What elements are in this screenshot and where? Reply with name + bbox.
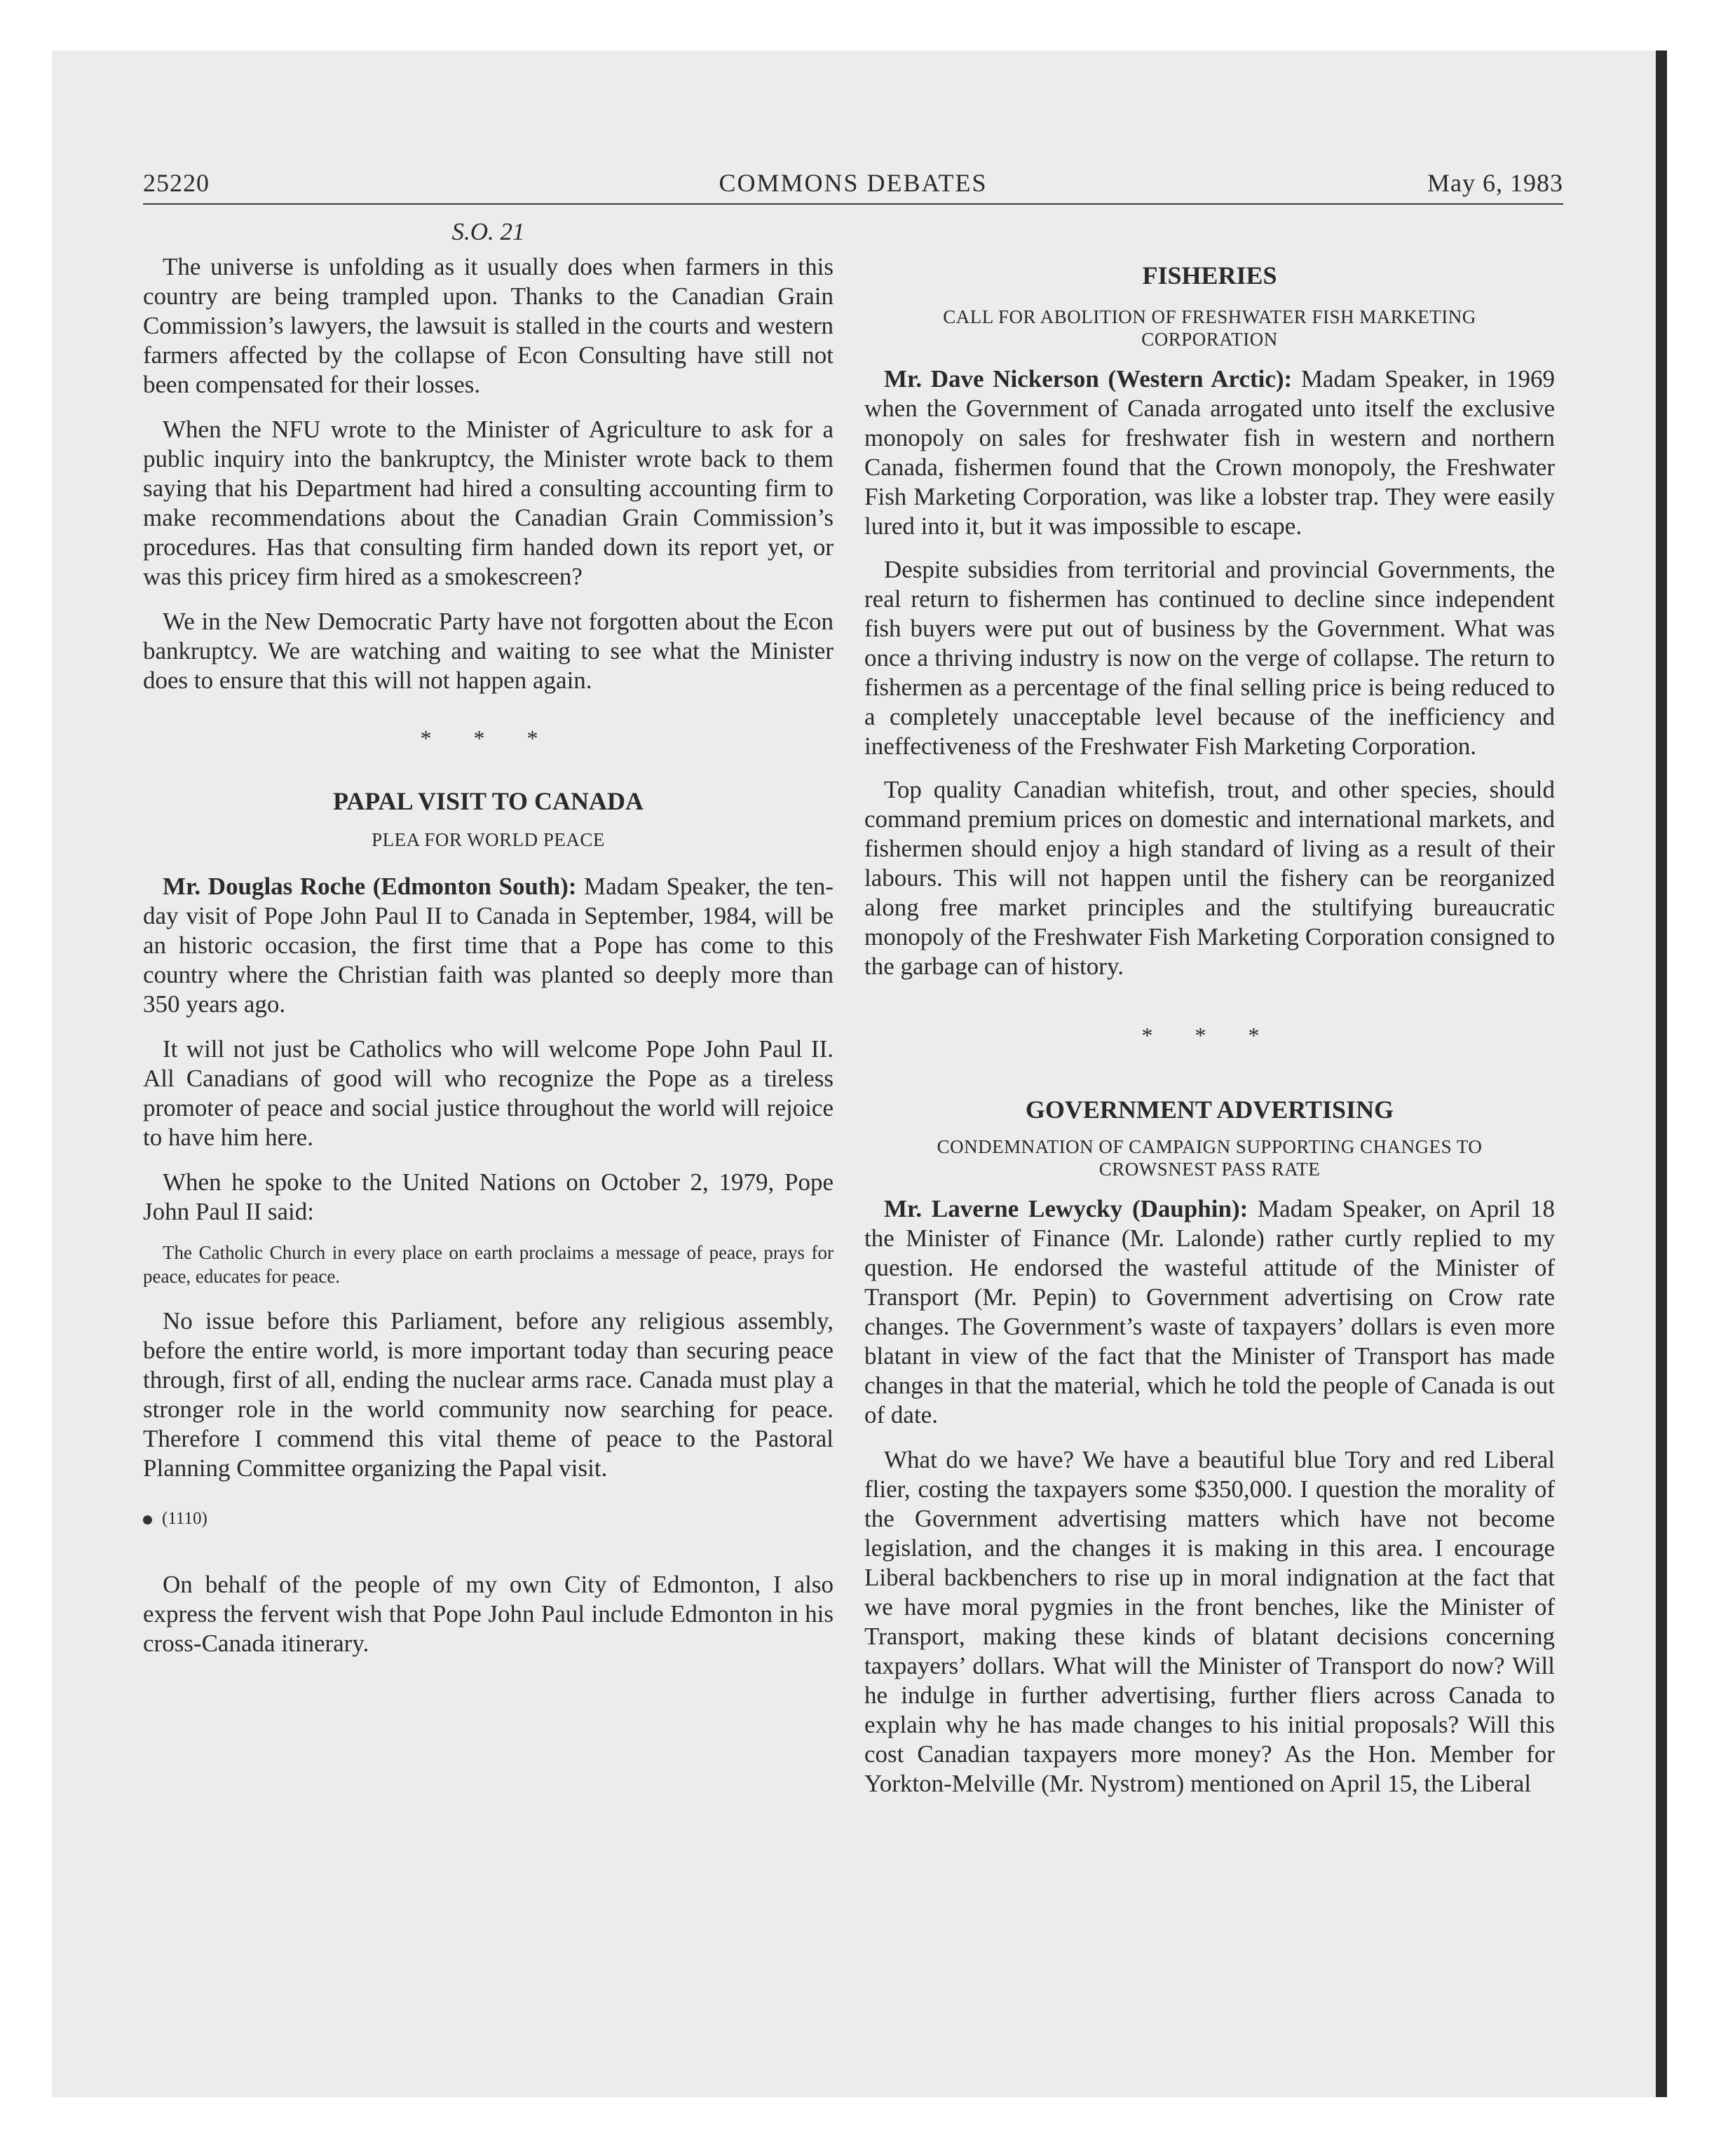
page-header [143, 168, 1563, 199]
speech-text: Madam Speaker, in 1969 when the Government of Canada arrogated unto itself the exclusive monopoly on sales for freshwater fish in western and northern Canada, fishermen found that the Crown monopoly, the Freshwater Fish Marketing Corporation, was like a lobster trap. They were easily lured into it, but it was impossible to escape. [864, 365, 1555, 540]
paragraph: When the NFU wrote to the Minister of Agriculture to ask for a public inquiry into the bankruptcy, the Minister wrote back to them saying that his Department had hired a consulting accounting firm to make recommendations about the Canadian Grain Commission’s procedures. Has that consulting firm handed down its report yet, or was this pricey firm hired as a smokescreen? [143, 416, 834, 590]
block-quote: The Catholic Church in every place on earth proclaims a message of peace, prays for peace, educates for peace. [143, 1242, 834, 1287]
section-subtitle: CALL FOR ABOLITION OF FRESHWATER FISH MARKETING CORPORATION [943, 306, 1476, 350]
paragraph: Top quality Canadian whitefish, trout, and other species, should command premium prices on domestic and international markets, and fishermen should enjoy a high standard of living as a result of their labours. This will not happen until the fishery can be reorganized along free market principles and the stultifying bureaucratic monopoly of the Freshwater Fish Marketing Corporation consigned to the garbage can of history. [864, 776, 1555, 980]
header-rule [143, 203, 1563, 205]
scan-edge-shadow [1656, 50, 1667, 2097]
right-column [864, 217, 1555, 1799]
section-separator: * * * [1141, 1023, 1278, 1048]
left-column [143, 217, 834, 1658]
paragraph: No issue before this Parliament, before any religious assembly, before the entire world, is more important today than securing peace through, first of all, ending the nuclear arms race. Canada must play a stronger role in the world community now searching for peace. Therefore I commend this vital theme of peace to the Pastoral Planning Committee organizing the Papal visit. [143, 1307, 834, 1482]
paragraph: The universe is unfolding as it usually does when farmers in this country are being trampled upon. Thanks to the Canadian Grain Commission’s lawyers, the lawsuit is stalled in the courts and western farmers affected by the collapse of Econ Consulting have still not been compensated for their losses. [143, 253, 834, 398]
speaker-name: Mr. Dave Nickerson (Western Arctic): [884, 365, 1293, 393]
section-title: FISHERIES [1142, 261, 1277, 289]
publication-date: May 6, 1983 [1427, 169, 1563, 197]
section-title: PAPAL VISIT TO CANADA [332, 787, 644, 815]
paragraph: On behalf of the people of my own City of Edmonton, I also express the fervent wish that Pope John Paul include Edmonton in his cross-Canada itinerary. [143, 1571, 834, 1657]
speech-paragraph [864, 364, 1555, 541]
paragraph: We in the New Democratic Party have not forgotten about the Econ bankruptcy. We are watching and waiting to see what the Minister does to ensure that this will not happen again. [143, 608, 834, 694]
section-subtitle: PLEA FOR WORLD PEACE [372, 829, 605, 850]
section-subtitle: CONDEMNATION OF CAMPAIGN SUPPORTING CHANGES TO CROWSNEST PASS RATE [937, 1136, 1483, 1180]
speech-paragraph [864, 1194, 1555, 1430]
paragraph: What do we have? We have a beautiful blue Tory and red Liberal flier, costing the taxpayers some $350,000. I question the morality of the Government advertising matters which have not become legislation, and the changes it is making in this area. I encourage Liberal backbenchers to rise up in moral indignation at the fact that we have moral pygmies in the front benches, like the Minister of Transport, making these kinds of blatant decisions concerning taxpayers’ dollars. What will the Minister of Transport do now? Will he indulge in further advertising, further fliers across Canada to explain why he has made changes to his initial proposals? Will this cost Canadian taxpayers more money? As the Hon. Member for Yorkton-Melville (Mr. Nystrom) mentioned on April 15, the Liberal [864, 1446, 1555, 1797]
paragraph: It will not just be Catholics who will welcome Pope John Paul II. All Canadians of good will who recognize the Pope as a tireless promoter of peace and social justice throughout the world will rejoice to have him here. [143, 1035, 834, 1151]
speaker-name: Mr. Douglas Roche (Edmonton South): [163, 873, 577, 900]
bullet-icon [143, 1515, 152, 1524]
time-marker-text: (1110) [162, 1509, 207, 1528]
page-number: 25220 [143, 169, 210, 197]
speaker-name: Mr. Laverne Lewycky (Dauphin): [884, 1195, 1248, 1222]
speech-text: Madam Speaker, on April 18 the Minister of Finance (Mr. Lalonde) rather curtly replied to my question. He endorsed the wasteful attitude of the Minister of Transport (Mr. Pepin) to Government advertising on Crow rate changes. The Government’s waste of taxpayers’ dollars is even more blatant in view of the fact that the Minister of Transport has made changes in that the material, which he told the people of Canada is out of date. [864, 1195, 1555, 1428]
paragraph: When he spoke to the United Nations on October 2, 1979, Pope John Paul II said: [143, 1168, 834, 1225]
section-separator: * * * [420, 725, 557, 751]
time-marker [143, 1504, 834, 1534]
paragraph: Despite subsidies from territorial and provincial Governments, the real return to fishermen has continued to decline since independent fish buyers were put out of business by the Government. What was once a thriving industry is now on the verge of collapse. The return to fishermen as a percentage of the final selling price is being reduced to a completely unacceptable level because of the inefficiency and ineffectiveness of the Freshwater Fish Marketing Corporation. [864, 556, 1555, 760]
speech-text: Madam Speaker, the ten-day visit of Pope John Paul II to Canada in September, 1984, will be an historic occasion, the first time that a Pope has come to this country where the Christian faith was planted so deeply more than 350 years ago. [143, 873, 834, 1018]
speech-paragraph [143, 872, 834, 1019]
publication-title: COMMONS DEBATES [719, 169, 988, 197]
section-title: GOVERNMENT ADVERTISING [1025, 1096, 1394, 1124]
standing-order-label: S.O. 21 [451, 218, 525, 245]
